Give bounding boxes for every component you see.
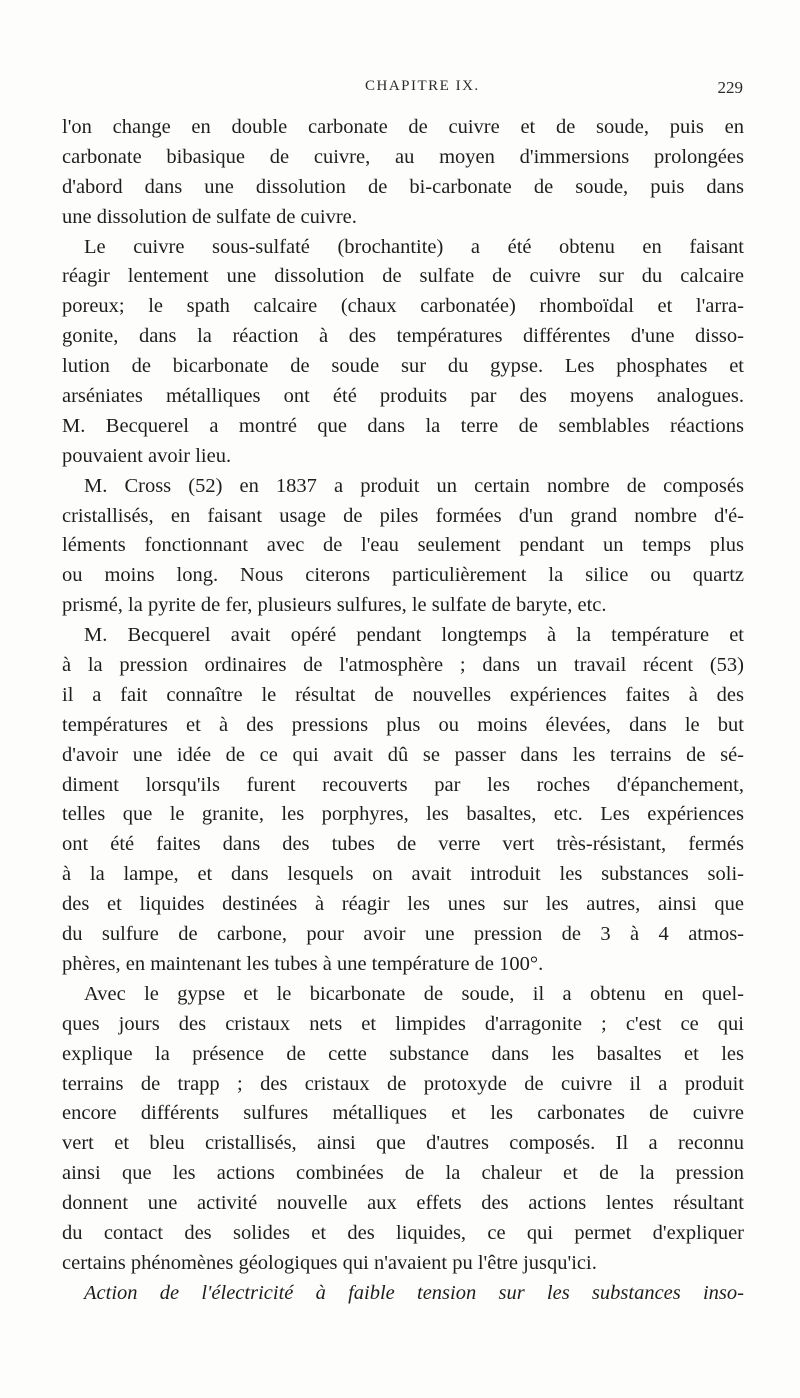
text-line: Avec le gypse et le bicarbonate de soude, il a obtenu en quel- [84,982,744,1005]
text-line: explique la présence de cette substance dans les basaltes et les [62,1042,744,1065]
text-line: du contact des solides et des liquides, ce qui permet d'expliquer [62,1221,744,1244]
text-line: Le cuivre sous-sulfaté (brochantite) a été obtenu en faisant [84,235,744,258]
text-line: prismé, la pyrite de fer, plusieurs sulfures, le sulfate de baryte, etc. [62,594,607,617]
text-line: ou moins long. Nous citerons particulièrement la silice ou quartz [62,564,744,587]
text-line: M. Cross (52) en 1837 a produit un certain nombre de composés [84,474,744,497]
body-text [62,113,744,1309]
text-line: ques jours des cristaux nets et limpides d'arragonite ; c'est ce qui [62,1012,744,1035]
text-line: à la lampe, et dans lesquels on avait introduit les substances soli- [62,863,744,886]
text-line: gonite, dans la réaction à des températures différentes d'une disso- [62,325,744,348]
running-head [60,78,743,102]
text-line: terrains de trapp ; des cristaux de protoxyde de cuivre il a produit [62,1072,744,1095]
text-line: telles que le granite, les porphyres, les basaltes, etc. Les expériences [62,803,744,826]
text-line: du sulfure de carbone, pour avoir une pression de 3 à 4 atmos- [62,923,744,946]
text-line: cristallisés, en faisant usage de piles formées d'un grand nombre d'é- [62,504,744,527]
text-line: à la pression ordinaires de l'atmosphère ; dans un travail récent (53) [62,654,744,677]
text-line: pouvaient avoir lieu. [62,444,232,467]
text-line: léments fonctionnant avec de l'eau seulement pendant un temps plus [62,534,744,557]
text-line: l'on change en double carbonate de cuivre et de soude, puis en [62,116,744,138]
page-number: 229 [717,78,743,97]
text-line: poreux; le spath calcaire (chaux carbonatée) rhomboïdal et l'arra- [62,295,744,318]
section-heading-line: Action de l'électricité à faible tension sur les substances inso- [84,1281,744,1304]
text-line: encore différents sulfures métalliques et les carbonates de cuivre [62,1102,744,1125]
text-line: M. Becquerel avait opéré pendant longtemps à la température et [84,624,744,647]
text-line: il a fait connaître le résultat de nouvelles expériences faites à des [62,683,744,706]
text-line: d'abord dans une dissolution de bi-carbonate de soude, puis dans [62,175,744,198]
text-line: M. Becquerel a montré que dans la terre de semblables réactions [62,414,744,437]
text-line: lution de bicarbonate de soude sur du gypse. Les phosphates et [62,355,744,378]
text-line: arséniates métalliques ont été produits par des moyens analogues. [62,385,744,408]
text-line: des et liquides destinées à réagir les unes sur les autres, ainsi que [62,893,744,916]
text-line: ont été faites dans des tubes de verre vert très-résistant, fermés [62,833,744,856]
text-line: diment lorsqu'ils furent recouverts par les roches d'épanchement, [62,773,744,796]
text-line: ainsi que les actions combinées de la chaleur et de la pression [62,1162,744,1185]
text-line: une dissolution de sulfate de cuivre. [62,205,357,228]
text-line: carbonate bibasique de cuivre, au moyen d'immersions prolongées [62,145,744,168]
chapter-title: CHAPITRE IX. [365,78,480,94]
text-line: températures et à des pressions plus ou moins élevées, dans le but [62,713,744,736]
text-line: donnent une activité nouvelle aux effets des actions lentes résultant [62,1192,744,1215]
text-line: d'avoir une idée de ce qui avait dû se passer dans les terrains de sé- [62,743,744,766]
text-line: réagir lentement une dissolution de sulfate de cuivre sur du calcaire [62,265,744,288]
text-line: certains phénomènes géologiques qui n'avaient pu l'être jusqu'ici. [62,1251,597,1274]
text-line: phères, en maintenant les tubes à une température de 100°. [62,952,544,975]
text-line: vert et bleu cristallisés, ainsi que d'autres composés. Il a reconnu [62,1132,744,1155]
